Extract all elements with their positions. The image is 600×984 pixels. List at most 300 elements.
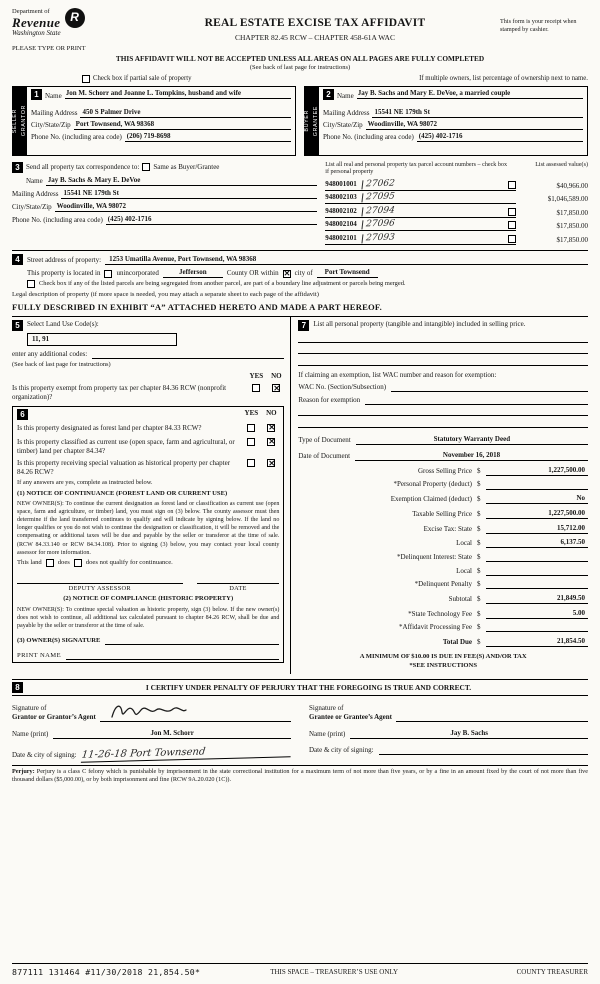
money-value[interactable] <box>486 581 588 590</box>
treasurer-blank-space <box>12 785 588 964</box>
correspondence-phone-label: Phone No. (including area code) <box>12 216 103 225</box>
logo-revenue-wordmark: Revenue <box>12 15 61 31</box>
money-value[interactable]: 15,712.00 <box>486 524 588 534</box>
assessed-value: $1,046,589.00 <box>547 195 588 204</box>
grantee-date-city-value[interactable] <box>379 746 588 755</box>
money-row <box>298 466 588 476</box>
grantee-name-value[interactable]: Jay B. Sachs <box>350 729 588 739</box>
print-name-line[interactable] <box>66 651 279 660</box>
parcel-handwritten-entry[interactable]: 27062 <box>361 179 395 189</box>
money-value[interactable]: 21,849.50 <box>486 594 588 604</box>
money-value[interactable]: 1,227,500.00 <box>486 509 588 519</box>
money-row <box>298 609 588 619</box>
money-label: *Delinquent Interest: State <box>396 552 472 561</box>
does-checkbox[interactable] <box>46 559 54 567</box>
dollar-sign: $ <box>477 480 481 489</box>
grantee-side-word: GRANTEE <box>312 105 319 136</box>
certify-statement: I CERTIFY UNDER PENALTY OF PERJURY THAT THE FOREGOING IS TRUE AND CORRECT. <box>145 682 472 692</box>
blank-line[interactable] <box>298 418 588 428</box>
signature-of-label: Signature of <box>12 704 47 713</box>
money-label: *Affidavit Processing Fee <box>399 623 472 632</box>
exempt-question-text: Is this property exempt from property tax per chapter 84.36 RCW (nonprofit organization)? <box>12 384 227 402</box>
seller-csz-value[interactable]: Port Townsend, WA 98368 <box>74 120 291 130</box>
same-as-buyer-checkbox[interactable] <box>142 163 150 171</box>
segregated-checkbox[interactable] <box>27 280 35 288</box>
partial-sale-label: Check box if partial sale of property <box>93 75 192 83</box>
dollar-sign: $ <box>477 623 481 632</box>
grantee-signature-row <box>309 700 588 722</box>
dollar-sign: $ <box>477 566 481 575</box>
buyer-fields <box>319 87 587 155</box>
section-3 <box>12 160 588 245</box>
land-use-codes-value[interactable]: 11, 91 <box>27 333 177 346</box>
reason-value-field[interactable] <box>365 396 588 405</box>
deputy-assessor-cell <box>17 575 183 593</box>
legal-description-value[interactable]: FULLY DESCRIBED IN EXHIBIT “A” ATTACHED HERETO AND MADE A PART HEREOF. <box>12 302 382 313</box>
same-as-buyer-label: Same as Buyer/Grantee <box>153 162 220 171</box>
correspondence-csz-value[interactable]: Woodinville, WA 98072 <box>55 202 318 212</box>
wac-row <box>298 383 588 392</box>
print-name-label: PRINT NAME <box>17 651 61 659</box>
buyer-phone-row <box>323 132 583 142</box>
correspondence-mailing-row <box>12 189 317 199</box>
forest-yes-checkbox[interactable] <box>247 424 255 432</box>
correspondence-phone-value[interactable]: (425) 402-1716 <box>106 215 317 225</box>
deputy-assessor-label: DEPUTY ASSESSOR <box>68 585 131 593</box>
deputy-date-cell <box>197 575 280 593</box>
section-6-number: 6 <box>17 409 28 420</box>
reason-label: Reason for exemption <box>298 395 361 404</box>
seller-mailing-row <box>31 108 291 118</box>
parcel-number: 948001001 <box>325 179 357 188</box>
dollar-sign: $ <box>477 539 481 548</box>
section-4 <box>12 250 588 313</box>
parcel-number: 948002102 <box>325 206 357 215</box>
personal-property-checkbox[interactable] <box>508 221 516 229</box>
money-row <box>298 623 588 632</box>
money-label: Taxable Selling Price <box>412 509 472 518</box>
forest-land-question <box>17 424 279 434</box>
parcel-handwritten-entry[interactable]: 27096 <box>361 220 395 230</box>
dor-logo <box>12 8 130 39</box>
title-block <box>130 8 500 43</box>
money-value[interactable] <box>486 567 588 576</box>
grantor-agent-label: Grantor or Grantor’s Agent <box>12 713 96 722</box>
document-date-row <box>298 451 588 461</box>
historic-yes-checkbox[interactable] <box>247 459 255 467</box>
parcel-handwritten-entry[interactable]: 27094 <box>361 206 395 216</box>
money-label: Local <box>456 539 472 548</box>
parcel-row <box>325 193 588 204</box>
buyer-phone-label: Phone No. (including area code) <box>323 133 414 142</box>
parcel-row <box>325 220 588 231</box>
money-row <box>298 553 588 562</box>
grantor-name-row <box>12 729 291 739</box>
header-left <box>12 8 130 53</box>
money-label: Excise Tax: State <box>423 524 472 533</box>
exempt-no-checkbox[interactable] <box>272 384 280 392</box>
parcel-handwritten-entry[interactable]: 27093 <box>361 234 395 244</box>
assessed-values-header: List assessed value(s) <box>535 161 588 168</box>
date-city-label: Date & city of signing: <box>309 745 374 754</box>
buyer-name-value[interactable]: Jay B. Sachs and Mary E. DeVoe, a married couple <box>357 89 583 99</box>
seller-csz-row <box>31 120 291 130</box>
continuance-paragraph: NEW OWNER(S): To continue the current designation as forest land or classification as current use (open space, farm and agriculture, or timber) land, you must sign on (3) below. The county assessor must then determine if the land transferred continues to qualify and will indicate by signing below. If the land no longer qualifies or you do not wish to continue the designation or classification, it will be removed and the compensating or additional taxes will be due and payable by the seller or transferor at the time of sale. (RCW 84.33.140 or RCW 84.34.108). Prior to signing (3) below, you may contact your local county assessor for more information. <box>17 501 280 556</box>
dollar-sign: $ <box>477 552 481 561</box>
not-accepted-warning: THIS AFFIDAVIT WILL NOT BE ACCEPTED UNLESS ALL AREAS ON ALL PAGES ARE FULLY COMPLETED <box>115 54 485 64</box>
buyer-box <box>304 86 588 156</box>
money-label: *State Technology Fee <box>408 609 472 618</box>
seller-name-row <box>31 89 291 106</box>
partial-sale-row <box>12 75 588 84</box>
seller-mailing-value[interactable]: 450 S Palmer Drive <box>80 108 291 118</box>
parties-row <box>12 86 588 156</box>
money-label: Exemption Claimed (deduct) <box>390 495 472 504</box>
correspondence-name-value[interactable]: Jay B. Sachs & Mary E. DeVoe <box>46 176 318 186</box>
exemption-label: If claiming an exemption, list WAC number and reason for exemption: <box>298 370 497 379</box>
section-6-box <box>12 406 284 663</box>
exempt-yes-checkbox[interactable] <box>252 384 260 392</box>
blank-line[interactable] <box>298 407 588 417</box>
grantee-name-row <box>309 729 588 739</box>
parcel-list-block <box>325 162 588 245</box>
document-type-label: Type of Document <box>298 435 351 444</box>
section5-see-back: (See back of last page for instructions) <box>12 361 111 369</box>
does-not-label: does not qualify for continuance. <box>85 558 173 566</box>
current-use-question <box>17 438 279 456</box>
grantor-signature-column <box>12 700 291 760</box>
minimum-due-note <box>298 653 588 671</box>
correspondence-name-row <box>12 176 317 186</box>
wac-label: WAC No. (Section/Subsection) <box>298 382 387 391</box>
seller-box <box>12 86 296 156</box>
buyer-side-word: BUYER <box>304 110 311 132</box>
personal-property-checkbox[interactable] <box>508 181 516 189</box>
buyer-mailing-row <box>323 108 583 118</box>
name-print-label: Name (print) <box>12 729 49 738</box>
treasurer-use-only-label: THIS SPACE – TREASURER’S USE ONLY <box>270 968 399 977</box>
personal-property-checkbox[interactable] <box>508 208 516 216</box>
money-value[interactable]: 21,854.50 <box>486 637 588 647</box>
grantor-side-word: GRANTOR <box>20 105 27 137</box>
parcel-list-header: List all real and personal property tax parcel account numbers – check box if personal property <box>325 161 507 176</box>
document-date-value[interactable]: November 16, 2018 <box>355 451 588 461</box>
street-address-row <box>12 254 588 265</box>
dor-logo-text <box>12 8 61 39</box>
grantor-signature-row <box>12 700 291 722</box>
parcel-entry <box>325 234 516 245</box>
seller-mailing-label: Mailing Address <box>31 108 78 117</box>
located-pre-label: This property is located in <box>27 268 101 277</box>
section5-yes-no-header <box>12 372 284 381</box>
unincorporated-checkbox[interactable] <box>104 270 112 278</box>
grantor-signature-scribble <box>108 701 188 723</box>
section-2-number: 2 <box>323 89 334 100</box>
assessed-value: $17,850.00 <box>556 222 588 231</box>
wac-value-field[interactable] <box>391 383 588 392</box>
buyer-csz-value[interactable]: Woodinville, WA 98072 <box>366 120 583 130</box>
money-label: *Personal Property (deduct) <box>393 480 472 489</box>
receipt-note: This form is your receipt when stamped by cashier. <box>500 18 577 34</box>
continuance-title: (1) NOTICE OF CONTINUANCE (FOREST LAND OR CURRENT USE) <box>17 489 228 497</box>
correspondence-name-label: Name <box>26 176 43 185</box>
correspondence-phone-row <box>12 215 317 225</box>
money-label: Subtotal <box>448 594 472 603</box>
parcel-number: 948002104 <box>325 220 357 229</box>
partial-sale-checkbox[interactable] <box>82 75 90 83</box>
historic-question <box>17 459 279 477</box>
date-city-label: Date & city of signing: <box>12 750 77 759</box>
document-type-row <box>298 435 588 445</box>
money-row <box>298 637 588 647</box>
question-text: Is this property designated as forest land per chapter 84.33 RCW? <box>17 423 202 432</box>
money-value[interactable]: No <box>486 494 588 504</box>
forest-no-checkbox[interactable] <box>267 424 275 432</box>
question-text: Is this property receiving special valuation as historical property per chapter 84.26 RCW? <box>17 459 231 477</box>
money-row <box>298 538 588 548</box>
seller-phone-label: Phone No. (including area code) <box>31 133 122 142</box>
cashier-stamp: 877111 131464 #11/30/2018 21,854.50* <box>12 967 201 978</box>
section-3-number: 3 <box>12 162 23 173</box>
dollar-sign: $ <box>477 580 481 589</box>
city-value[interactable]: Port Townsend <box>317 268 378 278</box>
parcel-header-row <box>325 162 588 177</box>
dollar-sign: $ <box>477 466 481 475</box>
personal-property-row <box>298 320 588 331</box>
current-use-yes-checkbox[interactable] <box>247 438 255 446</box>
exempt-question-row <box>12 384 284 402</box>
document-date-label: Date of Document <box>298 452 351 461</box>
owner-signature-line[interactable] <box>105 636 279 645</box>
money-value[interactable]: 1,227,500.00 <box>486 466 588 476</box>
blank-line[interactable] <box>298 345 588 355</box>
seller-grantor-sidebar <box>13 87 27 155</box>
county-treasurer-label: COUNTY TREASURER <box>516 968 588 977</box>
name-print-label: Name (print) <box>309 729 346 738</box>
dollar-sign: $ <box>477 638 481 646</box>
multiple-owners-note: If multiple owners, list percentage of ownership next to name. <box>419 75 588 83</box>
assessed-value: $17,850.00 <box>556 208 588 217</box>
buyer-grantee-sidebar <box>305 87 319 155</box>
city-checkbox[interactable] <box>283 270 291 278</box>
grantor-signature-field[interactable] <box>100 702 291 722</box>
perjury-label: Perjury: <box>12 767 35 775</box>
money-value[interactable] <box>486 553 588 562</box>
money-row <box>298 509 588 519</box>
middle-columns <box>12 316 588 674</box>
seller-name-label: Name <box>45 91 62 100</box>
question-text: Is this property classified as current use (open space, farm and agricultural, or timber) land per chapter 84.34? <box>17 437 235 455</box>
land-pre-label: This land <box>17 558 42 566</box>
compliance-paragraph: NEW OWNER(S): To continue special valuation as historic property, sign (3) below. If the new owner(s) does not wish to continue, all additional tax calculated pursuant to chapter 84.26 RCW, shall be due and payable by the seller or transferor at the time of sale. <box>17 607 280 630</box>
section-8-number: 8 <box>12 682 23 693</box>
print-name-row <box>17 651 279 660</box>
no-column-label: NO <box>266 409 277 418</box>
send-correspondence-row <box>12 162 317 173</box>
money-value[interactable] <box>486 481 588 490</box>
compliance-title: (2) NOTICE OF COMPLIANCE (HISTORIC PROPERTY) <box>63 595 234 603</box>
money-row <box>298 580 588 589</box>
form-header <box>12 8 588 53</box>
parcel-entry <box>325 220 516 231</box>
logo-dept-line: Department of <box>12 8 50 15</box>
buyer-csz-row <box>323 120 583 130</box>
send-correspondence-label: Send all property tax correspondence to: <box>26 162 140 171</box>
dollar-sign: $ <box>477 609 481 618</box>
land-use-label: Select Land Use Code(s): <box>27 320 99 329</box>
please-type-label: PLEASE TYPE OR PRINT <box>12 44 86 52</box>
perjury-paragraph <box>12 765 588 785</box>
additional-codes-label: enter any additional codes: <box>12 350 88 359</box>
parcel-entry <box>325 180 516 191</box>
blank-line[interactable] <box>298 356 588 366</box>
money-label: *Delinquent Penalty <box>414 580 472 589</box>
legal-description-label: Legal description of property (if more space is needed, you may attach a separate sheet to each page of the affidavit) <box>12 290 319 298</box>
parcel-row <box>325 207 588 218</box>
money-value[interactable]: 5.00 <box>486 609 588 619</box>
current-use-no-checkbox[interactable] <box>267 438 275 446</box>
segregated-row <box>12 280 588 288</box>
county-or-label: County OR within <box>226 268 279 277</box>
money-row <box>298 480 588 489</box>
unincorporated-label: unincorporated <box>116 268 159 277</box>
deputy-assessor-row <box>17 575 279 593</box>
buyer-csz-label: City/State/Zip <box>323 120 363 129</box>
signature-columns <box>12 700 588 760</box>
section-1-number: 1 <box>31 89 42 100</box>
personal-property-checkbox[interactable] <box>508 235 516 243</box>
money-label: Local <box>456 566 472 575</box>
tax-correspondence-block <box>12 162 317 245</box>
footer-row <box>12 963 588 978</box>
money-label: Gross Selling Price <box>417 466 472 475</box>
money-row <box>298 494 588 504</box>
chapter-line: CHAPTER 82.45 RCW – CHAPTER 458-61A WAC <box>235 32 395 42</box>
blank-line[interactable] <box>298 333 588 343</box>
signature-of-label: Signature of <box>309 704 344 713</box>
dollar-sign: $ <box>477 594 481 603</box>
parcel-number: 948002101 <box>325 233 357 242</box>
parcel-entry <box>325 193 516 204</box>
grantee-signature-field[interactable] <box>396 702 588 722</box>
seller-side-word: SELLER <box>12 108 19 133</box>
parcel-row <box>325 180 588 191</box>
assessed-value: $40,966.00 <box>556 181 588 190</box>
street-address-label: Street address of property: <box>27 255 102 264</box>
seller-csz-label: City/State/Zip <box>31 120 71 129</box>
see-instructions-line: *SEE INSTRUCTIONS <box>409 661 477 669</box>
grantee-signature-column <box>309 700 588 760</box>
grantor-signature-label <box>12 704 96 722</box>
grantor-date-city-value[interactable]: 11-26-18 Port Townsend <box>80 743 292 762</box>
grantor-date-city-row <box>12 746 291 760</box>
if-yes-note: If any answers are yes, complete as instructed below. <box>17 479 153 487</box>
assessed-value: $17,850.00 <box>556 235 588 244</box>
seller-phone-value[interactable]: (206) 719-8698 <box>125 132 291 142</box>
money-value[interactable] <box>486 624 588 633</box>
correspondence-csz-label: City/State/Zip <box>12 203 52 212</box>
deputy-date-label: DATE <box>229 585 247 593</box>
buyer-mailing-label: Mailing Address <box>323 108 370 117</box>
parcel-row <box>325 234 588 245</box>
money-row <box>298 594 588 604</box>
grantee-date-city-row <box>309 746 588 755</box>
form-title: REAL ESTATE EXCISE TAX AFFIDAVIT <box>204 17 426 29</box>
see-back-note: (See back of last page for instructions) <box>249 63 351 71</box>
dollar-sign: $ <box>477 524 481 533</box>
no-column-label: NO <box>271 371 282 380</box>
deputy-date-line[interactable] <box>197 575 280 584</box>
grantor-name-value[interactable]: Jon M. Schorr <box>53 729 291 739</box>
perjury-text: Perjury is a class C felony which is punishable by imprisonment in the state correctional institution for a maximum term of not more than five years, or by a fine in an amount fixed by the court of not more than five thousand dollars ($5,000.00), or by both imprisonment and fine (RCW 9A.20.020 (1C)). <box>12 767 589 784</box>
logo-state-line: Washington State <box>12 29 61 38</box>
deputy-assessor-signature-line[interactable] <box>17 575 183 584</box>
minimum-due-line: A MINIMUM OF $10.00 IS DUE IN FEE(S) AND/OR TAX <box>359 653 527 661</box>
dollar-sign: $ <box>477 509 481 518</box>
correspondence-mailing-label: Mailing Address <box>12 189 59 198</box>
city-of-label: city of <box>294 268 313 277</box>
yes-column-label: YES <box>244 409 259 418</box>
dollar-sign: $ <box>477 495 481 504</box>
sections-5-6-column <box>12 317 291 674</box>
document-type-value[interactable]: Statutory Warranty Deed <box>356 435 588 445</box>
grantee-signature-label <box>309 704 392 722</box>
additional-codes-field[interactable] <box>92 350 284 359</box>
street-address-value[interactable]: 1253 Umatilla Avenue, Port Townsend, WA 98368 <box>105 255 588 265</box>
additional-codes-row <box>12 350 284 359</box>
correspondence-mailing-value[interactable]: 15541 NE 179th St <box>61 189 317 199</box>
owner-signature-row <box>17 636 279 645</box>
buyer-phone-value[interactable]: (425) 402-1716 <box>417 132 583 142</box>
section6-header-row <box>17 409 279 420</box>
section-7-column <box>291 317 588 674</box>
correspondence-csz-row <box>12 202 317 212</box>
grantee-agent-label: Grantee or Grantee’s Agent <box>309 713 393 722</box>
section-8-header <box>12 679 588 696</box>
parcel-number: 948002103 <box>325 193 357 202</box>
seller-fields <box>27 87 295 155</box>
money-label: Total Due <box>442 638 472 646</box>
reason-row <box>298 396 588 405</box>
personal-property-label: List all personal property (tangible and intangible) included in selling price. <box>313 320 526 329</box>
section-5-number: 5 <box>12 320 23 331</box>
parcel-handwritten-entry[interactable]: 27095 <box>361 193 395 203</box>
partial-sale-field <box>12 75 192 84</box>
does-label: does <box>57 558 70 566</box>
county-value[interactable]: Jefferson <box>163 268 223 278</box>
historic-no-checkbox[interactable] <box>267 459 275 467</box>
buyer-mailing-value[interactable]: 15541 NE 179th St <box>372 108 583 118</box>
seller-phone-row <box>31 132 291 142</box>
section-7-number: 7 <box>298 320 309 331</box>
owner-signature-label: (3) OWNER(S) SIGNATURE <box>17 636 101 644</box>
located-in-row <box>12 268 588 278</box>
revenue-logo-icon: R <box>65 8 85 28</box>
yes-column-label: YES <box>249 371 264 380</box>
money-row <box>298 567 588 576</box>
money-value[interactable]: 6,137.50 <box>486 538 588 548</box>
buyer-name-row <box>323 89 583 106</box>
section6-yes-no-header <box>243 409 279 418</box>
section-4-number: 4 <box>12 254 23 265</box>
land-qualify-row <box>17 559 279 568</box>
does-not-checkbox[interactable] <box>74 559 82 567</box>
land-use-row <box>12 320 284 331</box>
money-row <box>298 524 588 534</box>
parcel-entry <box>325 207 516 218</box>
seller-name-value[interactable]: Jon M. Schorr and Joanne L. Tompkins, husband and wife <box>65 89 291 99</box>
segregated-label: Check box if any of the listed parcels are being segregated from another parcel, are part of a boundary line adjustment or parcels being merged. <box>39 280 406 288</box>
